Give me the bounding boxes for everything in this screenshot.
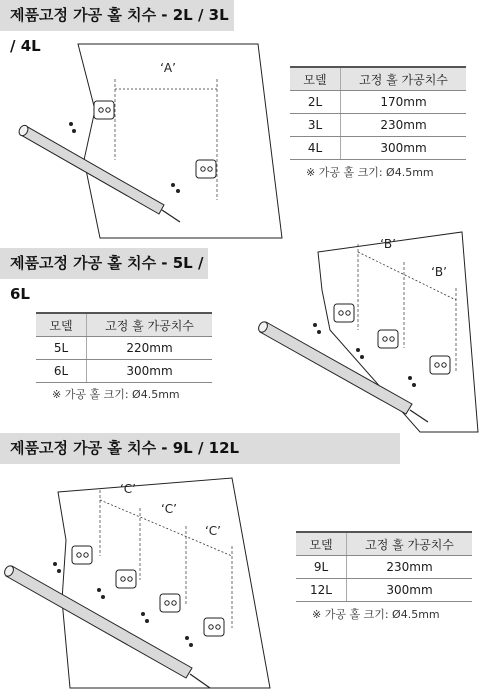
section-1-title: 제품고정 가공 홀 치수 - 2L / 3L / 4L bbox=[0, 0, 234, 31]
col-header-model: 모델 bbox=[296, 532, 347, 556]
mounting-bracket bbox=[160, 594, 180, 612]
col-header-hole-size: 고정 홀 가공치수 bbox=[341, 67, 467, 91]
mounting-bracket bbox=[116, 570, 136, 588]
hole-size-note: ※ 가공 홀 크기: Ø4.5mm bbox=[306, 166, 434, 179]
table-row: 4L 300mm bbox=[290, 137, 466, 160]
col-header-model: 모델 bbox=[290, 67, 341, 91]
dimension-label-b: ‘B’ bbox=[380, 237, 396, 251]
hole-size-note: ※ 가공 홀 크기: Ø4.5mm bbox=[52, 388, 180, 401]
mounting-bracket bbox=[204, 618, 224, 636]
dimension-label-c: ‘C’ bbox=[119, 482, 137, 496]
dimension-label-c: ‘C’ bbox=[204, 524, 222, 538]
table-row: 3L 230mm bbox=[290, 114, 466, 137]
mounting-bracket bbox=[94, 101, 114, 119]
spec-table-1 bbox=[290, 66, 466, 160]
table-row: 9L 230mm bbox=[296, 556, 472, 579]
section-3-title: 제품고정 가공 홀 치수 - 9L / 12L bbox=[0, 433, 400, 464]
spec-table-3 bbox=[296, 531, 472, 602]
table-row: 12L 300mm bbox=[296, 579, 472, 602]
table-row: 5L 220mm bbox=[36, 337, 212, 360]
hole-size-note: ※ 가공 홀 크기: Ø4.5mm bbox=[312, 608, 440, 621]
table-row: 6L 300mm bbox=[36, 360, 212, 383]
spec-table-2 bbox=[36, 312, 212, 383]
mounting-bracket bbox=[196, 160, 216, 178]
dimension-label-b: ‘B’ bbox=[431, 265, 447, 279]
mounting-bracket bbox=[334, 304, 354, 322]
dimension-label-a: ‘A’ bbox=[160, 61, 176, 75]
dimension-label-c: ‘C’ bbox=[160, 502, 178, 516]
mounting-bracket bbox=[430, 356, 450, 374]
table-row: 2L 170mm bbox=[290, 91, 466, 114]
col-header-hole-size: 고정 홀 가공치수 bbox=[87, 313, 213, 337]
mounting-bracket bbox=[72, 546, 92, 564]
mounting-bracket bbox=[378, 330, 398, 348]
col-header-hole-size: 고정 홀 가공치수 bbox=[347, 532, 473, 556]
section-2-title: 제품고정 가공 홀 치수 - 5L / 6L bbox=[0, 248, 208, 279]
col-header-model: 모델 bbox=[36, 313, 87, 337]
